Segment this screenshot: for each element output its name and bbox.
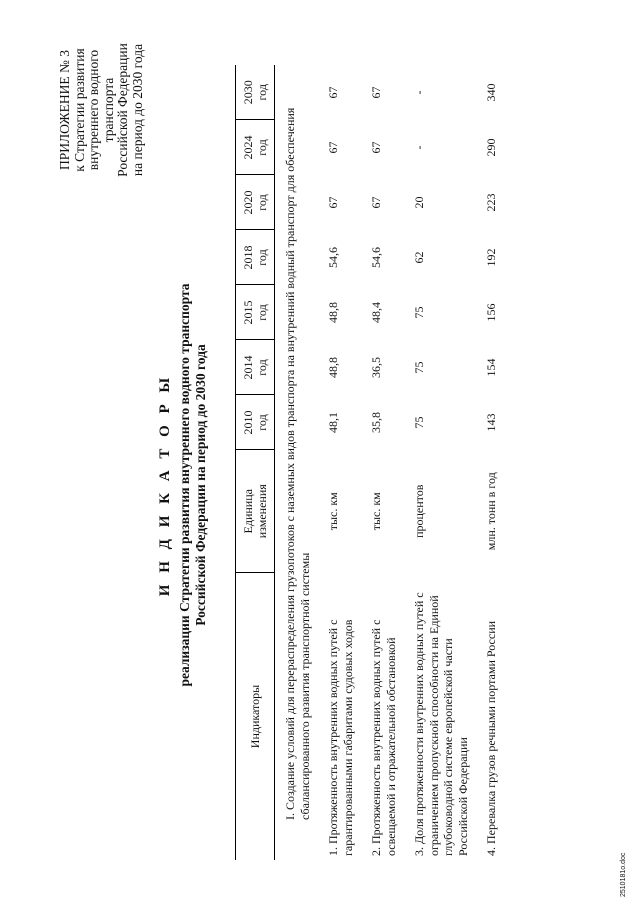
value-cell: 67: [326, 141, 340, 154]
value-cell: 48,8: [326, 302, 340, 323]
appendix-line: к Стратегии развития: [71, 48, 87, 172]
header-year: 2018 год: [236, 230, 275, 285]
section-row: [275, 65, 319, 860]
value-cell: 340: [484, 83, 498, 102]
appendix-line: ПРИЛОЖЕНИЕ № 3: [57, 49, 72, 171]
table-header-row: [236, 65, 275, 860]
value-cell: 36,5: [369, 357, 383, 378]
value-cell: 48,4: [369, 302, 383, 323]
value-cell: 35,8: [369, 412, 383, 433]
value-cell: 48,1: [326, 412, 340, 433]
value-cell: 48,8: [326, 357, 340, 378]
value-cell: 143: [484, 413, 498, 432]
section-title: I. Создание условий для перераспределения грузопотоков с наземных видов транспорта на внутренний водный транспорт для обеспечения сбалансированного развития транспортной системы: [283, 107, 312, 820]
indicator-unit: процентов: [412, 484, 426, 538]
indicator-name: 2. Протяженность внутренних водных путей с освещаемой и отражательной обстановкой: [369, 619, 398, 856]
header-year: 2010 год: [236, 395, 275, 450]
appendix-block: [58, 35, 146, 185]
appendix-line: внутреннего водного транспорта: [86, 49, 116, 171]
document-subtitle: [177, 195, 209, 775]
value-cell: 67: [326, 196, 340, 209]
indicator-unit: тыс. км: [326, 492, 340, 531]
subtitle-line-1: реализации Стратегии развития внутреннего водного транспорта: [177, 283, 192, 687]
header-indicator: Индикаторы: [236, 573, 275, 861]
value-cell: 62: [412, 251, 426, 264]
value-cell: -: [412, 145, 426, 150]
header-year: 2020 год: [236, 175, 275, 230]
header-unit: Единица изменения: [236, 450, 275, 573]
document-title: И Н Д И К А Т О Р Ы: [157, 373, 173, 597]
value-cell: 156: [484, 303, 498, 322]
appendix-line: Российской Федерации: [115, 43, 131, 177]
value-cell: 290: [484, 138, 498, 157]
value-cell: 75: [412, 416, 426, 429]
value-cell: 75: [412, 361, 426, 374]
table-row: [476, 65, 505, 860]
indicator-unit: тыс. км: [369, 492, 383, 531]
table-row: [404, 65, 476, 860]
table-row: [318, 65, 361, 860]
header-year: 2014 год: [236, 340, 275, 395]
indicator-name: 3. Доля протяженности внутренних водных путей с ограничением пропускной способности на Единой глубоководной системе европейской части Российской Федерации: [412, 592, 470, 856]
value-cell: 67: [369, 86, 383, 99]
value-cell: -: [412, 90, 426, 95]
value-cell: 20: [412, 196, 426, 209]
value-cell: 67: [369, 141, 383, 154]
header-year: 2015 год: [236, 285, 275, 340]
indicator-name: 4. Перевалка грузов речными портами России: [484, 620, 498, 856]
value-cell: 67: [369, 196, 383, 209]
header-year: 2024 год: [236, 120, 275, 175]
table-row: [361, 65, 404, 860]
value-cell: 67: [326, 86, 340, 99]
subtitle-line-2: Российской Федерации на период до 2030 года: [193, 344, 208, 626]
header-year: 2030 год: [236, 65, 275, 120]
document-file-id: 2510181o.doc: [620, 852, 627, 897]
indicators-table: [235, 65, 505, 860]
indicator-unit: млн. тонн в год: [484, 472, 498, 551]
value-cell: 154: [484, 358, 498, 377]
value-cell: 54,6: [326, 247, 340, 268]
value-cell: 192: [484, 248, 498, 267]
indicator-name: 1. Протяженность внутренних водных путей с гарантированными габаритами судовых ходов: [326, 619, 355, 856]
value-cell: 54,6: [369, 247, 383, 268]
value-cell: 75: [412, 306, 426, 319]
value-cell: 223: [484, 193, 498, 212]
appendix-line: на период до 2030 года: [129, 43, 145, 177]
